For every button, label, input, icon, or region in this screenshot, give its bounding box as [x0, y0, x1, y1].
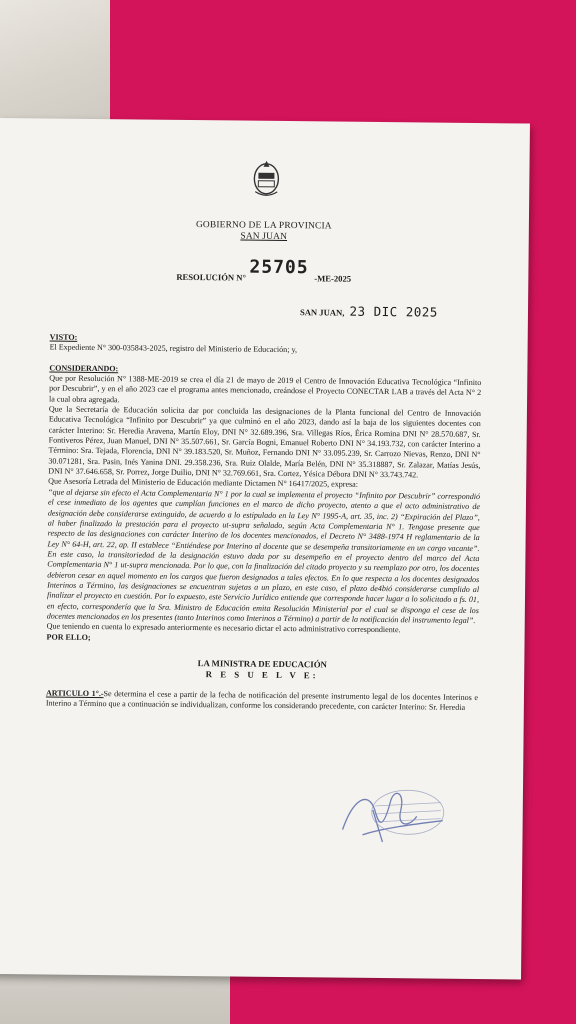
date-line — [300, 303, 438, 319]
dictamen-quote: “que al dejarse sin efecto el Acta Complementaria N° 1 por la cual se implementa el proyecto “Infinito por Descubrir” correspondió el cese inmediato de los agentes que cumplían funciones en el marco de dicho proyecto, atento a que el acto administrativo de designación debe considerarse extinguido, de acuerdo a lo estipulado en la Ley N° 1995-A, art. 35, inc. 2) “Expiración del Plazo”, al haber finalizado la prestación para el proyecto ut-supra señalado, según Acta Complementaria N° 1. Tengase presente que respecto de las designaciones con carácter Interino de los docentes mencionados, el Decreto N° 3488-1974 H reglamentario de la Ley N° 64-H, art. 22, ap. II establece “Entiéndese por Interino al docente que se desempeña transitoriamente en un cargo vacante”. En este caso, la transitoriedad de la designación estuvo dada por su desempeño en el proyecto dentro del marco del Acta Complementaria N° 1 ut-supra mencionada. Por lo que, con la finalización del citado proyecto y su reemplazo por otro, los docentes debieron cesar en aquel momento en los cargos que fueron designados a tales efectos. En lo que respecta a los docentes designados Interinos a Término, las designaciones se encuentran sujetas a un plazo, en este caso, el plazo de4bió considerarse cumplido al finalizar el proyecto en cuestión. Por lo expuesto, este Servicio Jurídico entiende que corresponde hacer lugar a lo solicitado a fs. 01, en efecto, correspondería que la Sra. Ministro de Educación emita Resolución Ministerial por el cual se disponga el cese de los docentes mencionados en los presentes (tanto Interinos como Interinos a Término) a partir de la notificación del instrumento legal”. — [46, 487, 481, 625]
visto-heading: VISTO: — [49, 332, 78, 342]
header-line-2: SAN JUAN — [240, 231, 288, 243]
document-body — [46, 333, 482, 714]
resolution-suffix: -ME-2025 — [314, 273, 352, 284]
considerando-heading: CONSIDERANDO: — [49, 363, 119, 373]
resolution-line — [176, 256, 476, 293]
provincial-seal-icon — [249, 159, 283, 199]
considerando-paragraph-3-intro: Que Asesoría Letrada del Ministerio de Educación mediante Dictamen N° 16417/2025, expresa: — [48, 476, 359, 490]
government-header — [0, 218, 529, 246]
visto-text: El Expediente N° 300-035843-2025, registro del Ministerio de Educación; y, — [49, 342, 298, 355]
date-place: SAN JUAN, — [299, 307, 345, 318]
considerando-paragraph-1: Que por Resolución N° 1388-ME-2019 se crea el día 21 de mayo de 2019 el Centro de Innovación Educativa Tecnológica “Infinito por Descubrir”, y en el año 2023 cae el programa antes mencionado, creándose el Proyecto CONECTAR LAB a través del Acta N° 2 la cual obra agregada. — [49, 373, 482, 404]
resuelve-heading: R E S U E L V E: — [205, 669, 319, 681]
resolution-label: RESOLUCIÓN N° — [176, 271, 246, 283]
resolution-number: 25705 — [249, 256, 309, 279]
por-ello: POR ELLO; — [46, 632, 91, 642]
signature-stamp — [312, 779, 453, 850]
considerando-paragraph-2: Que la Secretaría de Educación solicita dar por concluida las designaciones de la Planta funcional del Centro de Innovación Educativa Tecnológica “Infinito por Descubrir” ya que culminó en el año 2023, dando así la baja de los siguientes docentes con carácter Interino: Sr. Heredia Aravena, Martín Eloy, DNI N° 32.689.396, Sra. Villegas Ríos, Érica Romina DNI N° 28.570.687, Sr. Fontiveros Pérez, Juan Manuel, DNI N° 35.507.661, Sr. García Bogni, Emanuel Roberto DNI N° 34.193.732, con carácter Interino a Término: Sra. Tejada, Florencia, DNI N° 39.183.520, Sr. Muñoz, Fernando DNI N° 33.095.239, Sr. Carrozo Nievas, Renzo, DNI N° 30.071281, Sra. Pasin, Inés Yanina DNI. 29.358.236, Sra. Ruiz Olalde, María Belén, DNI N° 35.318887, Sr. Zalazar, Matías Jesús, DNI N° 37.646.658, Sr. Porrez, Jorge Duilio, DNI N° 32.769.661, Sra. Cortez, Yésica Débora DNI N° 33.743.742. — [48, 404, 481, 480]
articulo-1-text: Se determina el cese a partir de la fecha de notificación del presente instrumento legal de los docentes Interinos e Interino a Término que a continuación se individualizan, conforme los considerando precedente, con carácter Interino: Sr. Heredia — [45, 689, 479, 713]
considerando-paragraph-4: Que teniendo en cuenta lo expresado anteriormente es necesario dictar el acto administrativo correspondiente. — [46, 621, 401, 635]
articulo-1 — [46, 688, 478, 713]
header-line-1: GOBIERNO DE LA PROVINCIA — [195, 220, 332, 232]
articulo-1-label: ARTICULO 1°.- — [45, 688, 104, 699]
ministra-title: LA MINISTRA DE EDUCACIÓN — [197, 658, 327, 670]
date-stamp: 23 DIC 2025 — [349, 303, 438, 320]
document-page — [0, 118, 530, 980]
background-wall — [0, 0, 110, 120]
